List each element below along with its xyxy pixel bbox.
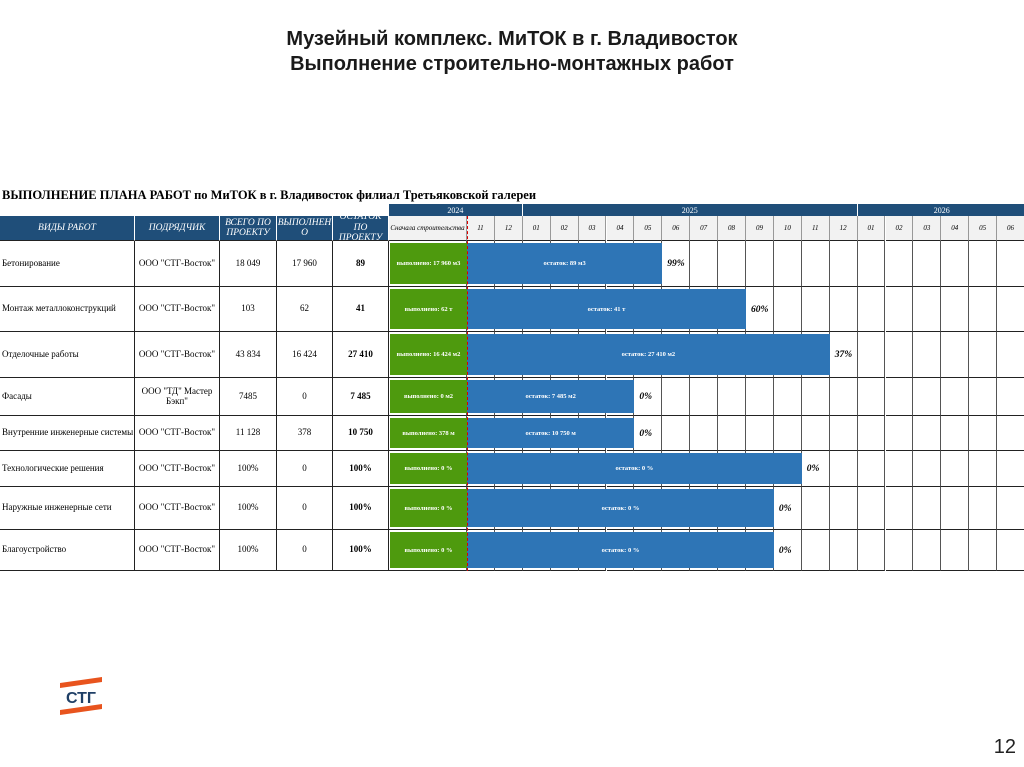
gantt-cell — [913, 451, 941, 487]
month-header: 01 — [858, 216, 886, 241]
remaining-bar: остаток: 10 750 м — [467, 418, 634, 448]
gantt-cell — [886, 451, 914, 487]
today-line — [467, 216, 468, 571]
month-header: 11 — [467, 216, 495, 241]
gantt-cell — [802, 378, 830, 416]
gantt-cell — [830, 241, 858, 287]
month-header: 03 — [579, 216, 607, 241]
gantt-cell — [690, 241, 718, 287]
month-header: 11 — [802, 216, 830, 241]
total-value: 18 049 — [220, 241, 277, 287]
gantt-cell — [997, 332, 1024, 378]
gantt-cell — [858, 287, 886, 332]
rest-value: 27 410 — [333, 332, 389, 378]
gantt-cell — [913, 416, 941, 451]
gantt-cell — [969, 378, 997, 416]
work-type: Технологические решения — [0, 451, 135, 487]
remaining-bar: остаток: 0 % — [467, 489, 774, 527]
gantt-cell — [718, 416, 746, 451]
gantt-cell — [690, 416, 718, 451]
gantt-cell — [774, 378, 802, 416]
gantt-cell — [858, 530, 886, 571]
contractor: ООО "СТГ-Восток" — [135, 332, 220, 378]
remaining-bar: остаток: 7 485 м2 — [467, 380, 634, 413]
contractor: ООО "СТГ-Восток" — [135, 416, 220, 451]
gantt-cell — [969, 241, 997, 287]
work-type: Благоустройство — [0, 530, 135, 571]
gantt-cell — [830, 487, 858, 530]
total-value: 100% — [220, 451, 277, 487]
gantt-cell — [969, 332, 997, 378]
done-value: 378 — [277, 416, 333, 451]
gantt-cell — [913, 287, 941, 332]
completion-percent: 0% — [639, 392, 653, 402]
rest-value: 100% — [333, 530, 389, 571]
remaining-bar: остаток: 41 т — [467, 289, 746, 329]
gantt-cell — [802, 416, 830, 451]
gantt-cell — [997, 451, 1024, 487]
rest-value: 10 750 — [333, 416, 389, 451]
slide-title-line1: Музейный комплекс. МиТОК в г. Владивосток — [286, 28, 738, 50]
gantt-cell — [858, 378, 886, 416]
gantt-cell — [997, 378, 1024, 416]
gantt-cell — [746, 378, 774, 416]
column-header: ПОДРЯДЧИК — [135, 216, 220, 241]
gantt-cell — [746, 241, 774, 287]
remaining-bar: остаток: 0 % — [467, 453, 802, 484]
month-header: 09 — [746, 216, 774, 241]
gantt-cell — [997, 287, 1024, 332]
total-value: 100% — [220, 487, 277, 530]
month-header: 02 — [551, 216, 579, 241]
done-bar: выполнено: 378 м — [390, 418, 467, 448]
gantt-cell — [886, 487, 914, 530]
slide-title-line2: Выполнение строительно-монтажных работ — [290, 53, 734, 75]
work-type: Монтаж металлоконструкций — [0, 287, 135, 332]
stg-logo — [58, 673, 104, 719]
gantt-cell — [802, 487, 830, 530]
gantt-cell — [941, 287, 969, 332]
year-header: 2025 — [523, 204, 858, 216]
gantt-cell — [802, 287, 830, 332]
total-value: 7485 — [220, 378, 277, 416]
contractor: ООО "СТГ-Восток" — [135, 287, 220, 332]
done-bar: выполнено: 0 % — [390, 489, 467, 527]
gantt-cell — [886, 332, 914, 378]
gantt-cell — [969, 416, 997, 451]
gantt-cell — [662, 416, 690, 451]
completion-percent: 0% — [778, 503, 792, 514]
year-header: 2026 — [858, 204, 1024, 216]
gantt-cell — [941, 378, 969, 416]
total-value: 100% — [220, 530, 277, 571]
gantt-cell — [997, 416, 1024, 451]
rest-value: 41 — [333, 287, 389, 332]
gantt-cell — [718, 241, 746, 287]
done-bar: выполнено: 0 м2 — [390, 380, 467, 413]
done-value: 0 — [277, 487, 333, 530]
table-title: ВЫПОЛНЕНИЕ ПЛАНА РАБОТ по МиТОК в г. Владивосток филиал Третьяковской галереи — [2, 188, 537, 202]
gantt-cell — [774, 416, 802, 451]
rest-value: 89 — [333, 241, 389, 287]
gantt-cell — [802, 241, 830, 287]
done-bar: выполнено: 0 % — [390, 453, 467, 484]
completion-percent: 0% — [778, 545, 792, 556]
done-value: 17 960 — [277, 241, 333, 287]
gantt-cell — [858, 241, 886, 287]
remaining-bar: остаток: 27 410 м2 — [467, 334, 830, 375]
month-header: 06 — [997, 216, 1024, 241]
work-type: Наружные инженерные сети — [0, 487, 135, 530]
month-header: 12 — [830, 216, 858, 241]
done-value: 16 424 — [277, 332, 333, 378]
gantt-cell — [997, 241, 1024, 287]
month-header: 02 — [886, 216, 914, 241]
gantt-cell — [886, 530, 914, 571]
done-bar: выполнено: 62 т — [390, 289, 467, 329]
svg-text:СТГ: СТГ — [66, 690, 96, 707]
gantt-cell — [774, 241, 802, 287]
done-bar: выполнено: 17 960 м3 — [390, 243, 467, 284]
month-header: 04 — [607, 216, 635, 241]
gantt-cell — [802, 530, 830, 571]
column-header: ОСТАТОК ПО ПРОЕКТУ — [333, 216, 389, 241]
gantt-cell — [858, 451, 886, 487]
gantt-cell — [830, 416, 858, 451]
done-bar: выполнено: 16 424 м2 — [390, 334, 467, 375]
contractor: ООО "СТГ-Восток" — [135, 530, 220, 571]
total-value: 43 834 — [220, 332, 277, 378]
month-header: 08 — [718, 216, 746, 241]
rest-value: 100% — [333, 487, 389, 530]
work-type: Бетонирование — [0, 241, 135, 287]
done-value: 0 — [277, 530, 333, 571]
gantt-cell — [913, 530, 941, 571]
page-number: 12 — [993, 736, 1016, 758]
work-type: Отделочные работы — [0, 332, 135, 378]
column-header: ВИДЫ РАБОТ — [0, 216, 135, 241]
contractor: ООО "СТГ-Восток" — [135, 241, 220, 287]
month-header: 05 — [634, 216, 662, 241]
gantt-cell — [969, 287, 997, 332]
completion-percent: 99% — [667, 259, 685, 269]
month-header: 06 — [662, 216, 690, 241]
gantt-cell — [941, 451, 969, 487]
gantt-cell — [997, 530, 1024, 571]
gantt-cell — [886, 416, 914, 451]
column-header: ВСЕГО ПО ПРОЕКТУ — [220, 216, 277, 241]
gantt-cell — [858, 332, 886, 378]
gantt-cell — [941, 241, 969, 287]
month-header: 01 — [523, 216, 551, 241]
gantt-cell — [774, 287, 802, 332]
month-header: 12 — [495, 216, 523, 241]
gantt-cell — [718, 378, 746, 416]
gantt-cell — [858, 416, 886, 451]
rest-value: 100% — [333, 451, 389, 487]
gantt-start-header: Сначала строительства — [389, 216, 467, 241]
gantt-cell — [886, 378, 914, 416]
gantt-cell — [746, 416, 774, 451]
gantt-cell — [830, 287, 858, 332]
gantt-cell — [690, 378, 718, 416]
gantt-cell — [886, 241, 914, 287]
gantt-cell — [662, 378, 690, 416]
gantt-cell — [913, 487, 941, 530]
done-value: 0 — [277, 451, 333, 487]
gantt-cell — [969, 487, 997, 530]
gantt-cell — [830, 378, 858, 416]
gantt-cell — [941, 530, 969, 571]
done-bar: выполнено: 0 % — [390, 532, 467, 568]
gantt-cell — [830, 530, 858, 571]
completion-percent: 0% — [639, 428, 653, 439]
done-value: 0 — [277, 378, 333, 416]
contractor: ООО "СТГ-Восток" — [135, 451, 220, 487]
remaining-bar: остаток: 0 % — [467, 532, 774, 568]
gantt-cell — [969, 530, 997, 571]
gantt-cell — [941, 487, 969, 530]
year-header: 2024 — [389, 204, 523, 216]
done-value: 62 — [277, 287, 333, 332]
gantt-cell — [886, 287, 914, 332]
month-header: 05 — [969, 216, 997, 241]
contractor: ООО "ТД" Мастер Бэкп" — [135, 378, 220, 416]
total-value: 103 — [220, 287, 277, 332]
gantt-cell — [997, 487, 1024, 530]
column-header: ВЫПОЛНЕН О — [277, 216, 333, 241]
gantt-cell — [969, 451, 997, 487]
total-value: 11 128 — [220, 416, 277, 451]
gantt-cell — [830, 451, 858, 487]
completion-percent: 60% — [751, 304, 769, 315]
work-type: Фасады — [0, 378, 135, 416]
gantt-cell — [913, 378, 941, 416]
work-type: Внутренние инженерные системы — [0, 416, 135, 451]
gantt-cell — [941, 332, 969, 378]
month-header: 04 — [941, 216, 969, 241]
contractor: ООО "СТГ-Восток" — [135, 487, 220, 530]
remaining-bar: остаток: 89 м3 — [467, 243, 662, 284]
rest-value: 7 485 — [333, 378, 389, 416]
gantt-cell — [913, 332, 941, 378]
month-header: 03 — [913, 216, 941, 241]
month-header: 10 — [774, 216, 802, 241]
completion-percent: 0% — [806, 464, 820, 474]
month-header: 07 — [690, 216, 718, 241]
completion-percent: 37% — [834, 350, 853, 360]
gantt-cell — [913, 241, 941, 287]
gantt-cell — [858, 487, 886, 530]
gantt-cell — [941, 416, 969, 451]
